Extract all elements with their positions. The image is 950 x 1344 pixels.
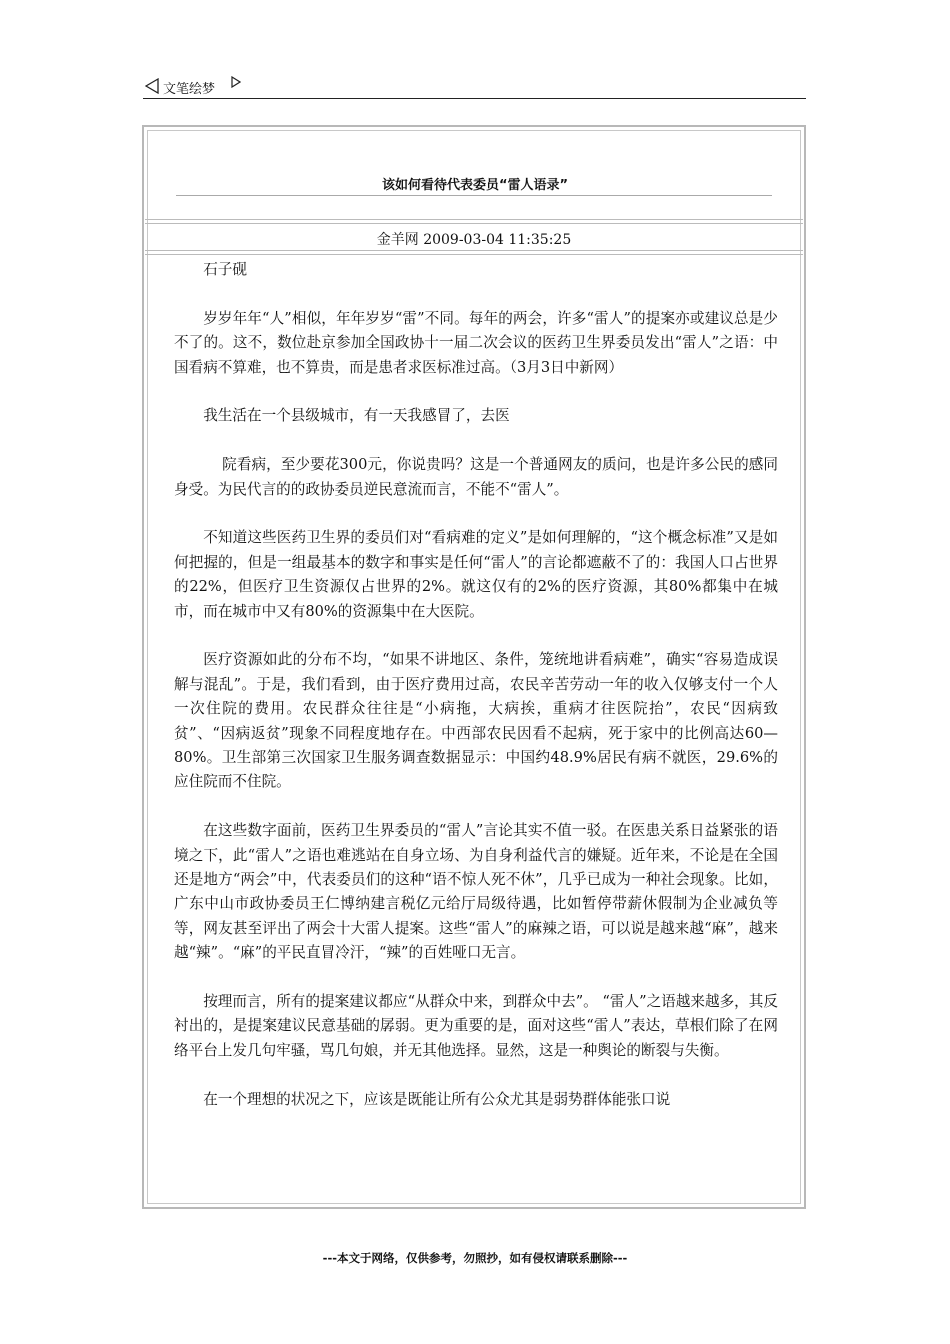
brand-name: 文笔绘梦 [163, 82, 216, 97]
paragraph: 我生活在一个县级城市，有一天我感冒了，去医 [203, 407, 510, 425]
meta-divider-bottom [145, 250, 803, 255]
article-title: 该如何看待代表委员“雷人语录” [381, 178, 569, 193]
article-body-clip [145, 258, 803, 1206]
article-meta: 金羊网 2009-03-04 11:35:25 [376, 232, 572, 248]
meta-divider-top [145, 219, 803, 224]
paragraph: 不知道这些医药卫生界的委员们对“看病难的定义”是如何理解的，“这个概念标准”又是如何把握的，但是一组最基本的数字和事实是任何“雷人”的言论都遮蔽不了的：我国人口占世界的22%，但医疗卫生资源仅占世界的2%。就这仅有的2%的医疗资源，其80%都集中在城市，而在城市中又有80%的资源集中在大医院。 [174, 529, 778, 620]
paragraph: 院看病，至少要花300元，你说贵吗？这是一个普通网友的质问，也是许多公民的感同身受。为民代言的的政协委员逆民意流而言，不能不“雷人”。 [174, 456, 778, 498]
paragraph: 按理而言，所有的提案建议都应“从群众中来，到群众中去”。 “雷人”之语越来越多，其反衬出的，是提案建议民意基础的孱弱。更为重要的是，面对这些“雷人”表达，草根们除了在网络平台上发几句牢骚，骂几句娘，并无其他选择。显然，这是一种舆论的断裂与失衡。 [174, 993, 778, 1059]
title-divider [176, 195, 772, 196]
paragraph: 医疗资源如此的分布不均，“如果不讲地区、条件，笼统地讲看病难”，确实“容易造成误解与混乱”。于是，我们看到，由于医疗费用过高，农民辛苦劳动一年的收入仅够支付一个人一次住院的费用。农民群众往往是“小病拖，大病挨，重病才往医院抬”，农民“因病致贫”、“因病返贫”现象不同程度地存在。中西部农民因看不起病，死于家中的比例高达60—80%。卫生部第三次国家卫生服务调查数据显示：中国约48.9%居民有病不就医，29.6%的应住院而不住院。 [174, 651, 778, 791]
page-header [143, 74, 806, 99]
paragraph: 在这些数字面前，医药卫生界委员的“雷人”言论其实不值一驳。在医患关系日益紧张的语境之下，此“雷人”之语也难逃站在自身立场、为自身利益代言的嫌疑。近年来，不论是在全国还是地方“两会”中，代表委员们的这种“语不惊人死不休”，几乎已成为一种社会现象。比如，广东中山市政协委员王仁博纳建言税亿元给厅局级待遇，比如暂停带薪休假制为企业减负等等，网友甚至评出了两会十大雷人提案。这些“雷人”的麻辣之语，可以说是越来越“麻”，越来越“辣”。“麻”的平民直冒冷汗，“辣”的百姓哑口无言。 [174, 822, 778, 962]
paragraph: 在一个理想的状况之下，应该是既能让所有公众尤其是弱势群体能张口说 [203, 1090, 671, 1108]
article-author: 石子砚 [203, 261, 247, 278]
triangle-left-icon [145, 78, 159, 98]
page-footer: ---本文于网络，仅供参考，勿照抄，如有侵权请联系删除--- [322, 1251, 628, 1265]
triangle-right-icon [231, 76, 241, 92]
article-body [174, 258, 778, 1136]
paragraph: 岁岁年年“人”相似，年年岁岁“雷”不同。每年的两会，许多“雷人”的提案亦或建议总是少不了的。这不，数位赴京参加全国政协十一届二次会议的医药卫生界委员发出“雷人”之语：中国看病不算难，也不算贵，而是患者求医标准过高。（3月3日中新网） [174, 309, 778, 376]
